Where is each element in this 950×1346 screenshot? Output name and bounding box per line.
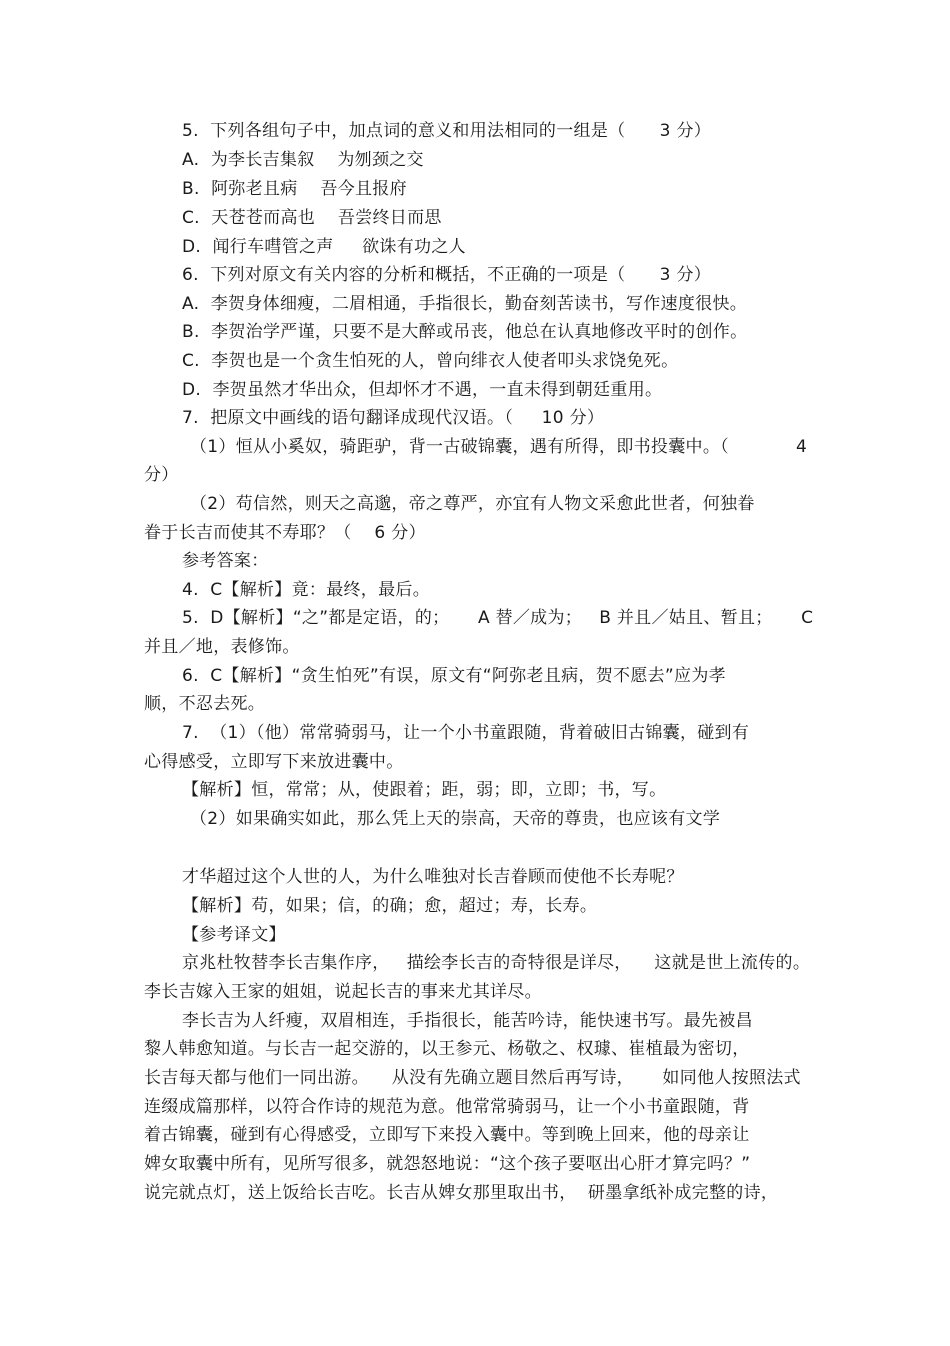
- answer-7-part-1-cont: 心得感受，立即写下来放进囊中。: [144, 752, 404, 772]
- answers-heading: 参考答案：: [182, 551, 269, 571]
- translation-line: 连缀成篇那样，以符合作诗的规范为意。他常常骑弱马，让一个小书童跟随，背: [144, 1097, 750, 1117]
- answer-7-part-2: （2）如果确实如此，那么凭上天的崇高，天帝的尊贵，也应该有文学: [190, 809, 721, 829]
- translation-line: 京兆杜牧替李长吉集作序， 描绘李长吉的奇特很是详尽， 这就是世上流传的。: [182, 953, 811, 973]
- question-5-option-c: C. 天苍苍而高也 吾尝终日而思: [182, 208, 442, 228]
- translation-line: 着古锦囊，碰到有心得感受，立即写下来投入囊中。等到晚上回来，他的母亲让: [144, 1125, 750, 1145]
- answer-7-note-2: 【解析】苟，如果；信，的确；愈，超过；寿，长寿。: [182, 896, 598, 916]
- translation-line: 长吉每天都与他们一同出游。 从没有先确立题目然后再写诗， 如同他人按照法式: [144, 1068, 801, 1088]
- translation-line: 李长吉嫁入王家的姐姐，说起长吉的事来尤其详尽。: [144, 982, 542, 1002]
- question-6-option-b: B. 李贺治学严谨，只要不是大醉或吊丧，他总在认真地修改平时的创作。: [182, 322, 748, 342]
- question-5-stem: 5. 下列各组句子中，加点词的意义和用法相同的一组是（ 3 分）: [182, 121, 712, 141]
- translation-heading: 【参考译文】: [182, 925, 286, 945]
- question-5-option-a: A. 为李长吉集叙 为刎颈之交: [182, 150, 424, 170]
- question-6-option-c: C. 李贺也是一个贪生怕死的人，曾向绯衣人使者叩头求饶免死。: [182, 351, 679, 371]
- question-7-sentence-2: （2）苟信然，则天之高邈，帝之尊严，亦宜有人物文采愈此世者，何独眷: [190, 494, 755, 514]
- answer-7-part-1: 7. （1）（他）常常骑弱马，让一个小书童跟随，背着破旧古锦囊，碰到有: [182, 723, 750, 743]
- question-7-sentence-2-cont: 眷于长吉而使其不寿耶？（ 6 分）: [144, 523, 426, 543]
- question-7-sentence-1-score: 4: [796, 437, 807, 457]
- question-7-sentence-1: （1）恒从小奚奴，骑距驴，背一古破锦囊，遇有所得，即书投囊中。（: [190, 437, 729, 457]
- translation-line: 说完就点灯，送上饭给长吉吃。长吉从婢女那里取出书， 研墨拿纸补成完整的诗，: [144, 1183, 779, 1203]
- answer-7-note-1: 【解析】恒，常常；从，使跟着；距，弱；即，立即；书，写。: [182, 780, 667, 800]
- question-7-sentence-1-cont: 分）: [144, 465, 179, 485]
- question-7-stem: 7. 把原文中画线的语句翻译成现代汉语。（ 10 分）: [182, 408, 605, 428]
- question-6-stem: 6. 下列对原文有关内容的分析和概括，不正确的一项是（ 3 分）: [182, 265, 712, 285]
- answer-7-part-2-cont: 才华超过这个人世的人，为什么唯独对长吉眷顾而使他不长寿呢？: [182, 867, 684, 887]
- answer-4: 4. C【解析】竟：最终，最后。: [182, 580, 430, 600]
- answer-6-cont: 顺，不忍去死。: [144, 694, 266, 714]
- answer-6: 6. C【解析】“贪生怕死”有误，原文有“阿弥老且病，贺不愿去”应为孝: [182, 666, 726, 686]
- translation-line: 婢女取囊中所有，见所写很多，就怨怒地说：“这个孩子要呕出心肝才算完吗？”: [144, 1154, 751, 1174]
- answer-5: 5. D【解析】“之”都是定语，的； A 替／成为； B 并且／姑且、暂且； C: [182, 608, 814, 628]
- question-5-option-b: B. 阿弥老且病 吾今且报府: [182, 179, 407, 199]
- question-6-option-a: A. 李贺身体细瘦，二眉相通，手指很长，勤奋刻苦读书，写作速度很快。: [182, 294, 748, 314]
- translation-line: 黎人韩愈知道。与长吉一起交游的，以王参元、杨敬之、权璩、崔植最为密切，: [144, 1039, 750, 1059]
- question-5-option-d: D. 闻行车嘒管之声 欲诛有功之人: [182, 237, 466, 257]
- question-6-option-d: D. 李贺虽然才华出众，但却怀才不遇，一直未得到朝廷重用。: [182, 380, 663, 400]
- answer-5-cont: 并且／地，表修饰。: [144, 637, 300, 657]
- translation-line: 李长吉为人纤瘦，双眉相连，手指很长，能苦吟诗，能快速书写。最先被昌: [182, 1011, 753, 1031]
